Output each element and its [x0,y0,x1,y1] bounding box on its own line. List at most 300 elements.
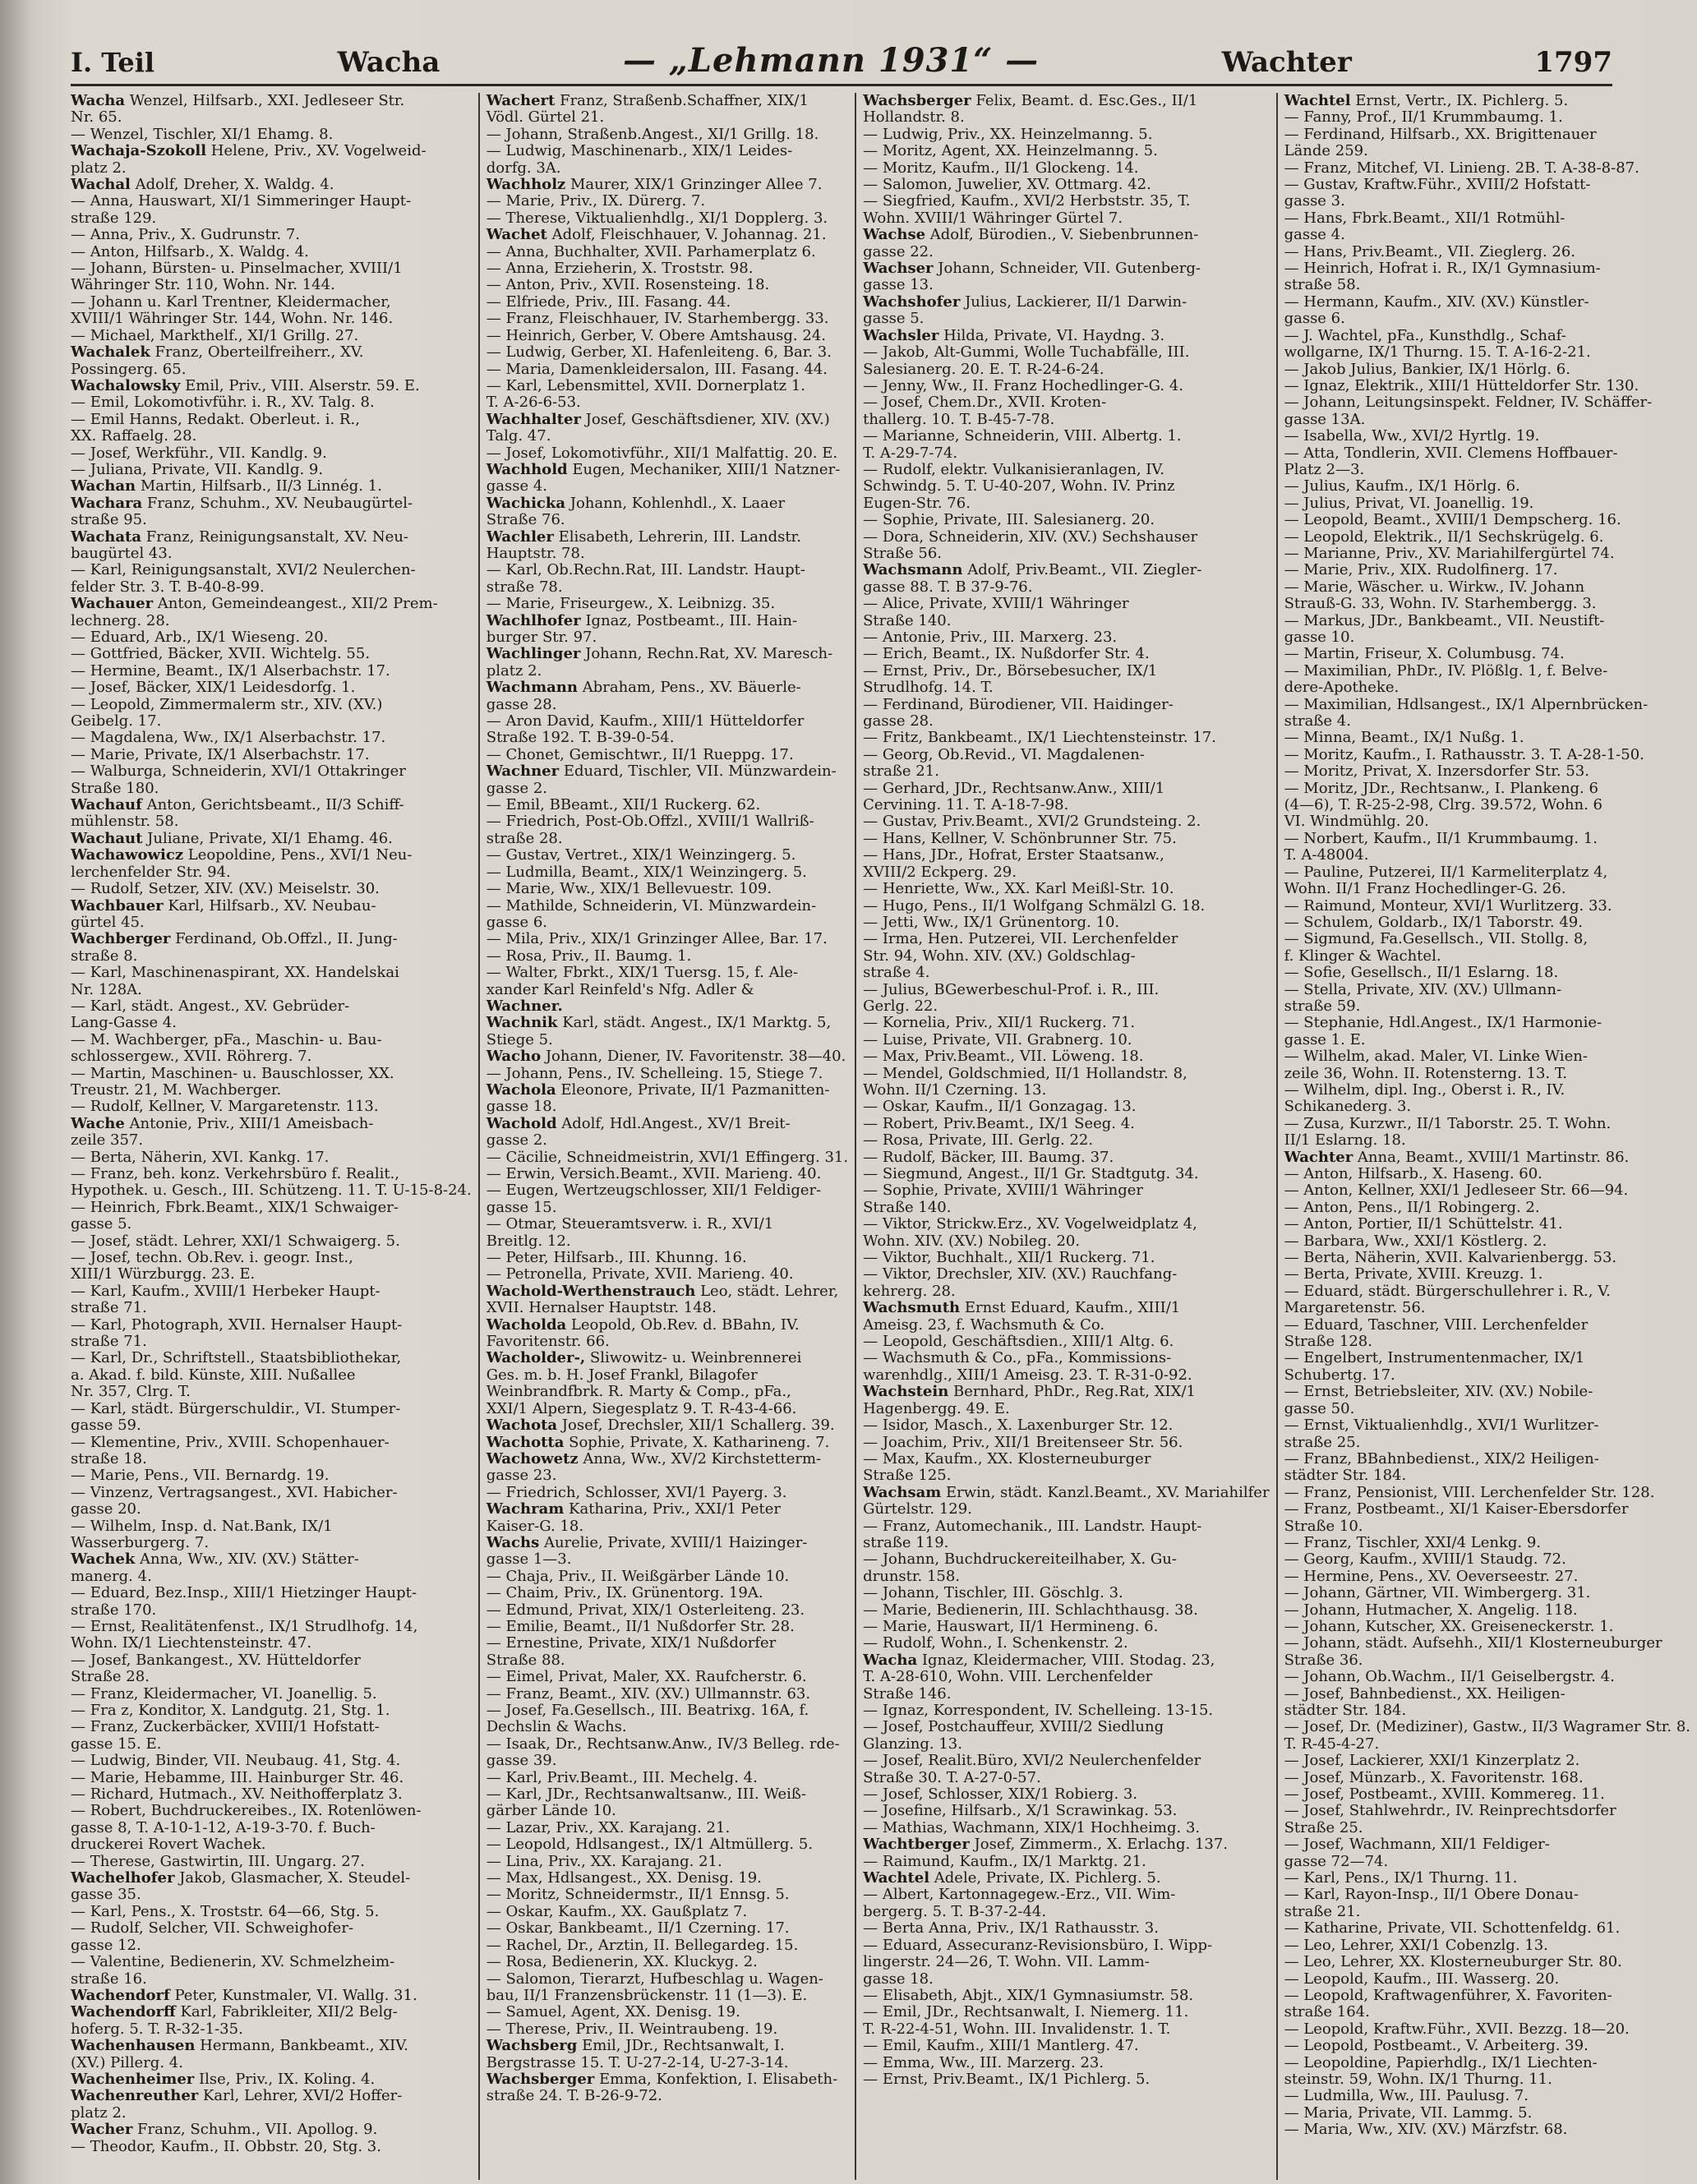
entry-line: — Siegmund, Angest., II/1 Gr. Stadtgutg. 34. [863,1165,1199,1182]
entry-line: Straße 25. [1284,1818,1363,1836]
entry-line: — Josef, Wachmann, XII/1 Feldiger- [1284,1836,1550,1854]
entry-line: — M. Wachberger, pFa., Maschin- u. Bau- [71,1030,382,1048]
entry-line: gasse 28. [486,695,557,713]
entry-line: — Berta Anna, Priv., IX/1 Rathausstr. 3. [863,1919,1159,1937]
entry-line: T. A-48004. [1284,846,1369,864]
entry-line: Straße 36. [1284,1651,1363,1669]
entry-line: — Karl, Lebensmittel, XVII. Dornerplatz 1. [486,376,806,394]
entry-line: — Anna, Priv., X. Gudrunstr. 7. [71,226,301,244]
entry-line: — Pauline, Putzerei, II/1 Karmeliterplatz 4, [1284,863,1608,881]
entry-line: hoferg. 5. T. R-32-1-35. [71,2020,243,2038]
entry-line: — Leopold, Zimmermalerm str., XIV. (XV.) [71,695,383,713]
entry-line: Wachowetz Anna, Ww., XV/2 Kirchstetterm- [486,1449,822,1468]
entry-line: — Jetti, Ww., IX/1 Grünentorg. 10. [863,913,1120,931]
entry-line: — Fra z, Konditor, X. Landgutg. 21, Stg. 1. [71,1702,390,1719]
entry-line: bergerg. 5. T. B-37-2-44. [863,1902,1047,1920]
entry-line: — Gustav, Priv.Beamt., XVI/2 Grundsteing. 2. [863,813,1201,831]
entry-line: — Franz, Kleidermacher, VI. Joanellig. 5. [71,1684,377,1703]
entry-line: Wachsmuth Ernst Eduard, Kaufm., XIII/1 [863,1299,1181,1317]
entry-line: zeile 357. [71,1131,144,1150]
entry-line: — Maria, Damenkleidersalon, III. Fasang. 44. [486,360,828,378]
entry-line: — Karl, städt. Angest., XV. Gebrüder- [71,997,350,1015]
entry-line: Gerlg. 22. [863,997,938,1015]
entry-line: — Franz, Pensionist, VIII. Lerchenfelder Str. 128. [1284,1483,1655,1501]
entry-line: Wacha Ignaz, Kleidermacher, VIII. Stodag. 23, [863,1651,1215,1669]
entry-line: — Karl, Dr., Schriftstell., Staatsbibliothekar, [71,1349,402,1367]
entry-line: — Josef, Bahnbedienst., XX. Heiligen- [1284,1684,1566,1703]
entry-line: Wache Antonie, Priv., XIII/1 Ameisbach- [71,1114,374,1132]
entry-line: — Lina, Priv., XX. Karajang. 21. [486,1852,722,1870]
entry-line: — Fritz, Bankbeamt., IX/1 Liechtensteinstr. 17. [863,729,1216,747]
entry-line: Strauß-G. 33, Wohn. IV. Starhembergg. 3. [1284,595,1597,613]
entry-line: thallerg. 10. T. B-45-7-78. [863,410,1055,428]
entry-line: — Isabella, Ww., XVI/2 Hyrtlg. 19. [1284,427,1540,445]
entry-line: — Dora, Schneiderin, XIV. (XV.) Sechshauser [863,528,1198,546]
entry-line: — Michael, Markthelf., XI/1 Grillg. 27. [71,326,359,344]
entry-line: — Josef, Schlosser, XIX/1 Robierg. 3. [863,1785,1138,1804]
entry-line: Wachstein Bernhard, PhDr., Reg.Rat, XIX/1 [863,1383,1196,1401]
entry-line: — Johann, Tischler, III. Göschlg. 3. [863,1584,1123,1602]
entry-line: gasse 2. [486,1131,548,1150]
entry-line: gasse 6. [486,913,548,931]
entry-line: Wachler Elisabeth, Lehrerin, III. Landstr. [486,528,801,546]
entry-line: — Anton, Priv., XVII. Rosensteing. 18. [486,276,770,294]
entry-line: — Chonet, Gemischtwr., II/1 Rueppg. 17. [486,745,794,763]
entry-line: — Therese, Gastwirtin, III. Ungarg. 27. [71,1852,365,1870]
entry-line: — Franz, Fleischhauer, IV. Starhembergg. 33. [486,310,829,328]
entry-line: XVIII/1 Währinger Str. 144, Wohn. Nr. 146. [71,310,394,328]
entry-line: Wachsmann Adolf, Priv.Beamt., VII. Ziegler- [863,561,1202,579]
entry-line: — Isaak, Dr., Rechtsanw.Anw., IV/3 Belleg. rde- [486,1735,840,1753]
entry-line: gasse 28. [863,712,934,730]
entry-line: — Marie, Bedienerin, III. Schlachthausg. 38. [863,1601,1198,1619]
entry-line: — Hans, Kellner, V. Schönbrunner Str. 75. [863,829,1177,847]
entry-line: gasse 2. [486,779,548,797]
entry-line: — Ernestine, Private, XIX/1 Nußdorfer [486,1634,777,1652]
entry-line: Dechslin & Wachs. [486,1718,627,1736]
entry-line: — Marie, Hebamme, III. Hainburger Str. 46. [71,1768,404,1786]
entry-line: — Josef, Lokomotivführ., XII/1 Malfattig. 20. E. [486,444,838,462]
entry-line: — Josef, Chem.Dr., XVII. Kroten- [863,394,1107,412]
entry-line: straße 164. [1284,2003,1370,2021]
entry-line: Platz 2—3. [1284,460,1365,478]
left-guide-word: Wacha [337,46,440,79]
entry-line: — Albert, Kartonnagegew.-Erz., VII. Wim- [863,1886,1176,1904]
entry-line: Wachser Johann, Schneider, VII. Gutenberg- [863,260,1201,278]
entry-line: — Jenny, Ww., II. Franz Hochedlinger-G. 4. [863,376,1184,394]
entry-line: gasse 15. E. [71,1735,162,1753]
entry-line: — Ernst, Viktualienhdlg., XVI/1 Wurlitzer- [1284,1417,1599,1435]
entry-line: — Josef, Bäcker, XIX/1 Leidesdorfg. 1. [71,679,356,697]
entry-line: straße 59. [1284,997,1361,1015]
entry-line: gasse 59. [71,1417,141,1435]
entry-line: — Wilhelm, dipl. Ing., Oberst i. R., IV. [1284,1080,1566,1099]
entry-line: — Eimel, Privat, Maler, XX. Raufcherstr. 6. [486,1668,807,1686]
entry-line: Wacholder-, Sliwowitz- u. Weinbrennerei [486,1349,802,1367]
entry-line: — Kornelia, Priv., XII/1 Ruckerg. 71. [863,1014,1136,1032]
entry-line: Wachotta Sophie, Private, X. Katharineng. 7. [486,1433,830,1451]
entry-line: — Eduard, Bez.Insp., XIII/1 Hietzinger Haupt- [71,1584,417,1602]
entry-line: Wachet Adolf, Fleischhauer, V. Johannag. 21. [486,226,827,244]
entry-line: — Irma, Hen. Putzerei, VII. Lerchenfelder [863,930,1178,948]
entry-line: Wasserburgerg. 7. [71,1533,210,1551]
entry-line: Wachendorf Peter, Kunstmaler, VI. Wallg. 31. [71,1986,417,2004]
entry-line: Währinger Str. 110, Wohn. Nr. 144. [71,276,335,294]
entry-line: — Otmar, Steueramtsverw. i. R., XVI/1 [486,1215,774,1233]
entry-line: f. Klinger & Wachtel. [1284,947,1441,965]
entry-line: Wachner Eduard, Tischler, VII. Münzwardein- [486,763,837,781]
entry-line: — Berta, Näherin, XVII. Kalvarienbergg. 53. [1284,1249,1617,1267]
entry-line: — Sophie, Private, XVIII/1 Währinger [863,1182,1144,1200]
entry-line: — Rosa, Private, III. Gerlg. 22. [863,1131,1094,1150]
entry-line: — Rachel, Dr., Arztin, II. Bellegardeg. 15. [486,1936,799,1954]
entry-line: Glanzing. 13. [863,1735,962,1753]
entry-line: — Ignaz, Elektrik., XIII/1 Hütteldorfer Str. 130. [1284,376,1639,394]
entry-line: druckerei Rovert Wachek. [71,1836,266,1854]
entry-line: städter Str. 184. [1284,1467,1407,1485]
entry-line: platz 2. [71,2103,127,2122]
entry-line: Breitlg. 12. [486,1232,571,1250]
entry-line: — Walter, Fbrkt., XIX/1 Tuersg. 15, f. Ale- [486,964,799,982]
entry-line: — Juliana, Private, VII. Kandlg. 9. [71,460,324,478]
entry-line: — Anton, Hilfsarb., X. Waldg. 4. [71,242,309,260]
entry-line: — Elfriede, Priv., III. Fasang. 44. [486,293,731,311]
entry-line: — Magdalena, Ww., IX/1 Alserbachstr. 17. [71,729,386,747]
entry-line: — Karl, Rayon-Insp., II/1 Obere Donau- [1284,1886,1579,1904]
entry-line: — Hans, Fbrk.Beamt., XII/1 Rotmühl- [1284,209,1566,227]
entry-line: — Antonie, Priv., III. Marxerg. 23. [863,629,1118,646]
entry-line: — Hans, JDr., Hofrat, Erster Staatsanw., [863,846,1164,864]
entry-line: — Ludwig, Maschinenarb., XIX/1 Leides- [486,142,793,160]
entry-line: straße 24. T. B-26-9-72. [486,2087,662,2105]
entry-line: Wachara Franz, Schuhm., XV. Neubaugürtel- [71,494,413,512]
entry-line: gasse 1—3. [486,1550,572,1569]
entry-line: — Josef, Münzarb., X. Favoritenstr. 168. [1284,1768,1584,1786]
column-1 [71,93,478,2180]
entry-line: T. A-28-610, Wohn. VIII. Lerchenfelder [863,1668,1153,1686]
entry-line: Treustr. 21, M. Wachberger. [71,1080,282,1099]
entry-line: — Leopold, Kraftwagenführer, X. Favoriten- [1284,1986,1612,2004]
entry-line: — Siegfried, Kaufm., XVI/2 Herbststr. 35, T. [863,192,1191,210]
entry-line: gasse 8, T. A-10-1-12, A-19-3-70. f. Buch- [71,1818,376,1836]
entry-line: Wachenheimer Ilse, Priv., IX. Koling. 4. [71,2070,376,2088]
entry-line: Wacho Johann, Diener, IV. Favoritenstr. 38—40. [486,1048,846,1066]
entry-line: kehrerg. 28. [863,1282,956,1300]
entry-line: — Leopold, Elektrik., II/1 Sechskrügelg. 6. [1284,528,1604,546]
part-label: I. Teil [71,47,155,78]
entry-line: Hauptstr. 78. [486,544,585,562]
entry-line: gasse 88. T. B 37-9-76. [863,578,1033,596]
entry-line: Straße 140. [863,1198,952,1216]
entry-line: — Berta, Private, XVIII. Kreuzg. 1. [1284,1265,1543,1283]
entry-line: — Maria, Private, VII. Lammg. 5. [1284,2103,1533,2122]
entry-line: — Maximilian, PhDr., IV. Plößlg. 1, f. Belve- [1284,661,1608,680]
entry-line: — Hans, Priv.Beamt., VII. Zieglerg. 26. [1284,242,1576,260]
entry-line: Hypothek. u. Gesch., III. Schützeng. 11. T. U-15-8-24. [71,1182,472,1200]
entry-line: — Stephanie, Hdl.Angest., IX/1 Harmonie- [1284,1014,1602,1032]
entry-line: — Hermann, Kaufm., XIV. (XV.) Künstler- [1284,293,1589,311]
entry-line: — Marie, Friseurgew., X. Leibnizg. 35. [486,595,776,613]
entry-line: — Martin, Friseur, X. Columbusg. 74. [1284,645,1565,663]
entry-line: — Zusa, Kurzwr., II/1 Taborstr. 25. T. Wohn. [1284,1114,1612,1132]
page-header [71,41,1612,86]
entry-line: Ges. m. b. H. Josef Frankl, Bilagofer [486,1366,758,1384]
entry-line: Wachsam Erwin, städt. Kanzl.Beamt., XV. Mariahilfer [863,1483,1270,1501]
entry-line: Kaiser-G. 18. [486,1517,584,1535]
entry-line: — Karl, Pens., X. Troststr. 64—66, Stg. 5. [71,1902,380,1920]
entry-line: Wachlhofer Ignaz, Postbeamt., III. Hain- [486,611,798,629]
entry-line: — Jakob, Alt-Gummi, Wolle Tuchabfälle, III. [863,343,1190,362]
entry-line: straße 58. [1284,276,1361,294]
entry-line: — Stella, Private, XIV. (XV.) Ullmann- [1284,980,1562,998]
entry-line: — Leopold, Postbeamt., V. Arbeiterg. 39. [1284,2037,1589,2055]
entry-line: straße 21. [863,763,939,781]
entry-line: Wachola Eleonore, Private, II/1 Pazmanitten- [486,1080,830,1099]
entry-line: Wachawowicz Leopoldine, Pens., XVI/1 Neu- [71,846,413,864]
entry-line: — Josef, Lackierer, XXI/1 Kinzerplatz 2. [1284,1752,1580,1770]
entry-line: Str. 94, Wohn. XIV. (XV.) Goldschlag- [863,947,1136,965]
entry-line: — Johann, Ob.Wachm., II/1 Geiselbergstr. 4. [1284,1668,1615,1686]
entry-line: zeile 36, Wohn. II. Rotensterng. 13. T. [1284,1064,1567,1082]
entry-line: gasse 5. [863,310,925,328]
entry-line: Wachlinger Johann, Rechn.Rat, XV. Maresch- [486,645,833,663]
entry-line: dorfg. 3A. [486,159,561,177]
entry-line: Wachelhofer Jakob, Glasmacher, X. Steudel- [71,1869,411,1887]
entry-line: — Vinzenz, Vertragsangest., XVI. Habicher- [71,1483,398,1501]
entry-line: — Franz, Automechanik., III. Landstr. Haupt- [863,1517,1202,1535]
entry-line: — Ernst, Betriebsleiter, XIV. (XV.) Nobile- [1284,1383,1593,1401]
entry-line: — Theodor, Kaufm., II. Obbstr. 20, Stg. 3. [71,2137,381,2155]
entry-line: — Valentine, Bedienerin, XV. Schmelzheim- [71,1953,395,1971]
entry-line: straße 8. [71,947,138,965]
entry-line: Wachter Anna, Beamt., XVIII/1 Martinstr. 86. [1284,1148,1630,1166]
entry-line: — Gerhard, JDr., Rechtsanw.Anw., XIII/1 [863,779,1165,797]
directory-columns [71,92,1691,2180]
entry-line: — Anna, Erzieherin, X. Troststr. 98. [486,260,754,278]
entry-line: — Johann, Pens., IV. Schelleing. 15, Stiege 7. [486,1064,823,1082]
entry-line: — Therese, Viktualienhdlg., XI/1 Dopplerg. 3. [486,209,828,227]
entry-line: steinstr. 59, Wohn. IX/1 Thurng. 11. [1284,2070,1552,2088]
entry-line: — Leopold, Geschäftsdien., XIII/1 Altg. 6. [863,1333,1174,1351]
entry-line: — Wilhelm, Insp. d. Nat.Bank, IX/1 [71,1517,333,1535]
entry-line: — Lazar, Priv., XX. Karajang. 21. [486,1818,731,1836]
entry-line: — Wilhelm, akad. Maler, VI. Linke Wien- [1284,1048,1588,1066]
entry-line: Wohn. IX/1 Liechtensteinstr. 47. [71,1634,312,1652]
entry-line: — Moritz, Agent, XX. Heinzelmanng. 5. [863,142,1158,160]
entry-line: gasse 50. [1284,1399,1355,1417]
entry-line: — Ludmilla, Beamt., XIX/1 Weinzingerg. 5. [486,863,807,881]
entry-line: Geibelg. 17. [71,712,162,730]
entry-line: — Therese, Priv., II. Weintraubeng. 19. [486,2020,778,2038]
entry-line: straße 71. [71,1333,147,1351]
entry-line: straße 28. [486,829,563,847]
entry-line: gasse 22. [863,242,934,260]
entry-line: — Marie, Pens., VII. Bernardg. 19. [71,1467,330,1485]
entry-line: — Jakob Julius, Bankier, IX/1 Hörlg. 6. [1284,360,1570,378]
entry-line: — Josef, Postchauffeur, XVIII/2 Siedlung [863,1718,1164,1736]
entry-line: straße 18. [71,1449,147,1468]
entry-line: Straße 180. [71,779,159,797]
entry-line: — Eduard, Taschner, VIII. Lerchenfelder [1284,1315,1589,1334]
entry-line: — Mathias, Wachmann, XIX/1 Hochheimg. 3. [863,1818,1201,1836]
entry-line: — Maximilian, Hdlsangest., IX/1 Alpernbrücken- [1284,695,1649,713]
entry-line: gasse 18. [863,1970,934,1988]
entry-line: — Edmund, Privat, XIX/1 Osterleiteng. 23. [486,1601,805,1619]
entry-line: — Georg, Ob.Revid., VI. Magdalenen- [863,745,1145,763]
entry-line: Wachold-Werthenstrauch Leo, städt. Lehrer, [486,1282,839,1300]
entry-line: — Marie, Hauswart, II/1 Hermineng. 6. [863,1617,1159,1635]
entry-line: — Hermine, Pens., XV. Oeverseestr. 27. [1284,1567,1579,1585]
entry-line: — Erich, Beamt., IX. Nußdorfer Str. 4. [863,645,1150,663]
entry-line: Straße 192. T. B-39-0-54. [486,729,675,747]
entry-line: — Katharine, Private, VII. Schottenfeldg. 61. [1284,1919,1621,1937]
entry-line: — Berta, Näherin, XVI. Kankg. 17. [71,1148,330,1166]
entry-line: straße 71. [71,1299,147,1317]
entry-line: — Emil Hanns, Redakt. Oberleut. i. R., [71,410,360,428]
entry-line: Wohn. XVIII/1 Währinger Gürtel 7. [863,209,1123,227]
entry-line: wollgarne, IX/1 Thurng. 15. T. A-16-2-21. [1284,343,1591,362]
entry-line: — Oskar, Kaufm., II/1 Gonzagag. 13. [863,1098,1137,1116]
entry-line: — Julius, BGewerbeschul-Prof. i. R., III. [863,980,1160,998]
entry-line: a. Akad. f. bild. Künste, XIII. Nußallee [71,1366,356,1384]
entry-line: Stiege 5. [486,1030,553,1048]
entry-line: — Viktor, Strickw.Erz., XV. Vogelweidplatz 4, [863,1215,1197,1233]
entry-line: straße 21. [1284,1902,1361,1920]
entry-line: Straße 76. [486,511,565,529]
entry-line: — Marianne, Schneiderin, VIII. Albertg. 1. [863,427,1182,445]
entry-line: schlossergew., XVII. Röhrerg. 7. [71,1048,312,1066]
entry-line: — Petronella, Private, XVII. Marieng. 40. [486,1265,794,1283]
entry-line: — Josefine, Hilfsarb., X/1 Scrawinkag. 53. [863,1802,1178,1820]
entry-line: drunstr. 158. [863,1567,961,1585]
entry-line: Wohn. XIV. (XV.) Nobileg. 20. [863,1232,1081,1250]
entry-line: — Erwin, Versich.Beamt., XVII. Marieng. 40. [486,1165,822,1182]
entry-line: — Emma, Ww., III. Marzerg. 23. [863,2053,1104,2071]
entry-line: VI. Windmühlg. 20. [1284,813,1429,831]
entry-line: — Ernst, Priv., Dr., Börsebesucher, IX/1 [863,661,1158,680]
entry-line: gasse 13. [863,276,934,294]
entry-line: — Emil, Lokomotivführ. i. R., XV. Talg. 8. [71,394,375,412]
entry-line: Wachmann Abraham, Pens., XV. Bäuerle- [486,679,801,697]
entry-line: — Hermine, Beamt., IX/1 Alserbachstr. 17. [71,661,390,680]
entry-line: — Josef, Werkführ., VII. Kandlg. 9. [71,444,327,462]
entry-line: — Karl, städt. Bürgerschuldir., VI. Stumper- [71,1399,401,1417]
entry-line: Schubertg. 17. [1284,1366,1395,1384]
entry-line: straße 170. [71,1601,157,1619]
column-2 [478,93,855,2180]
entry-line: gasse 18. [486,1098,557,1116]
entry-line: — Joachim, Priv., XII/1 Breitenseer Str. 56. [863,1433,1183,1451]
entry-line: Wacholda Leopold, Ob.Rev. d. BBahn, IV. [486,1315,800,1334]
entry-line: — Moritz, Kaufm., I. Rathausstr. 3. T. A-28-1-50. [1284,745,1644,763]
entry-line: gasse 4. [1284,226,1345,244]
entry-line: — Samuel, Agent, XX. Denisg. 19. [486,2003,740,2021]
entry-line: — Elisabeth, Abjt., XIX/1 Gymnasiumstr. 58. [863,1986,1194,2004]
entry-line: — Ludwig, Binder, VII. Neubaug. 41, Stg. 4. [71,1752,401,1770]
entry-line: — Marianne, Priv., XV. Mariahilfergürtel 74. [1284,544,1615,562]
entry-line: straße 25. [1284,1433,1361,1451]
entry-line: Nr. 357, Clrg. T. [71,1383,191,1401]
entry-line: — Oskar, Bankbeamt., II/1 Czerning. 17. [486,1919,790,1937]
entry-line: — J. Wachtel, pFa., Kunsthdlg., Schaf- [1284,326,1566,344]
entry-line: Straße 56. [863,544,943,562]
entry-line: — Peter, Hilfsarb., III. Khunng. 16. [486,1249,747,1267]
entry-line: Wachtberger Josef, Zimmerm., X. Erlachg. 137. [863,1836,1229,1854]
entry-line: XVII. Hernalser Hauptstr. 148. [486,1299,717,1317]
entry-line: Hagenbergg. 49. E. [863,1399,1010,1417]
entry-line: Vödl. Gürtel 21. [486,108,605,127]
entry-line: — Johann, städt. Aufsehh., XII/1 Klosterneuburger [1284,1634,1662,1652]
entry-line: — Josef, städt. Lehrer, XXI/1 Schwaigerg. 5. [71,1232,400,1250]
entry-line: — Franz, BBahnbedienst., XIX/2 Heiligen- [1284,1449,1599,1468]
entry-line: straße 16. [71,1970,147,1988]
entry-line: Straße 10. [1284,1517,1363,1535]
entry-line: — Rudolf, Setzer, XIV. (XV.) Meiselstr. 30. [71,880,380,898]
entry-line: lechnerg. 28. [71,611,170,629]
entry-line: — Gottfried, Bäcker, XVII. Wichtelg. 55. [71,645,371,663]
entry-line: — Gustav, Kraftw.Führ., XVIII/2 Hofstatt- [1284,176,1591,194]
entry-line: — Friedrich, Post-Ob.Offzl., XVIII/1 Wallriß- [486,813,814,831]
entry-line: — Eduard, städt. Bürgerschullehrer i. R., V. [1284,1282,1611,1300]
entry-line: Wachaja-Szokoll Helene, Priv., XV. Vogelweid- [71,142,427,160]
directory-title: — „Lehmann 1931“ — [623,41,1040,80]
entry-line: — Wenzel, Tischler, XI/1 Ehamg. 8. [71,125,334,143]
entry-line: — Johann, Gärtner, VII. Wimbergerg. 31. [1284,1584,1591,1602]
entry-line: — Rosa, Priv., II. Baumg. 1. [486,947,692,965]
entry-line: platz 2. [71,159,127,177]
entry-line: XXI/1 Alpern, Siegesplatz 9. T. R-43-4-66. [486,1399,797,1417]
entry-line: — Salomon, Juwelier, XV. Ottmarg. 42. [863,176,1151,194]
entry-line: straße 4. [1284,712,1351,730]
entry-line: — Raimund, Kaufm., IX/1 Marktg. 21. [863,1852,1146,1870]
entry-line: — Max, Hdlsangest., XX. Denisg. 19. [486,1869,762,1887]
entry-line: Straße 88. [486,1651,565,1669]
entry-line: Wachner. [486,997,563,1015]
entry-line: — Julius, Privat, VI. Joanellig. 19. [1284,494,1534,512]
entry-line: — Anna, Hauswart, XI/1 Simmeringer Haupt- [71,192,412,210]
entry-line: — Robert, Priv.Beamt., IX/1 Seeg. 4. [863,1114,1135,1132]
entry-line: Straße 128. [1284,1333,1372,1351]
entry-line: XVIII/2 Eckperg. 29. [863,863,1017,881]
entry-line: Cervining. 11. T. A-18-7-98. [863,796,1069,814]
entry-line: T. R-22-4-51, Wohn. III. Invalidenstr. 1. T. [863,2020,1171,2038]
entry-line: — Karl, Photograph, XVII. Hernalser Haupt- [71,1315,403,1334]
entry-line: — Rudolf, Kellner, V. Margaretenstr. 113. [71,1098,379,1116]
entry-line: — Moritz, Schneidermstr., II/1 Ennsg. 5. [486,1886,790,1904]
entry-line: — Barbara, Ww., XXI/1 Köstlerg. 2. [1284,1232,1547,1250]
entry-line: Wachauf Anton, Gerichtsbeamt., II/3 Schiff- [71,796,404,814]
entry-line: Wachaut Juliane, Private, XI/1 Ehamg. 46. [71,829,393,847]
entry-line: — Chaim, Priv., IX. Grünentorg. 19A. [486,1584,763,1602]
entry-line: — Johann, Hutmacher, X. Angelig. 118. [1284,1601,1578,1619]
entry-line: — Josef, Postbeamt., XVIII. Kommereg. 11. [1284,1785,1605,1804]
entry-line: — Moritz, JDr., Rechtsanw., I. Plankeng. 6 [1284,779,1598,797]
entry-line: (XV.) Pillerg. 4. [71,2053,183,2071]
entry-line: Straße 125. [863,1467,952,1485]
entry-line: Weinbrandfbrk. R. Marty & Comp., pFa., [486,1383,791,1401]
entry-line: Wacha Wenzel, Hilfsarb., XXI. Jedleseer Str. [71,92,405,109]
entry-line: — Rudolf, elektr. Vulkanisieranlagen, IV. [863,460,1164,478]
entry-line: Wachtel Adele, Private, IX. Pichlerg. 5. [863,1869,1161,1887]
entry-line: Salesianerg. 20. E. T. R-24-6-24. [863,360,1104,378]
entry-line: bau, II/1 Franzensbrückenstr. 11 (1—3). E. [486,1986,808,2004]
entry-line: — Marie, Priv., IX. Dürerg. 7. [486,192,706,210]
entry-line: gasse 39. [486,1752,557,1770]
entry-line: — Sigmund, Fa.Gesellsch., VII. Stollg. 8, [1284,930,1589,948]
entry-line: — Ignaz, Korrespondent, IV. Schelleing. 13-15. [863,1702,1214,1719]
entry-line: — Mathilde, Schneiderin, VI. Münzwardein- [486,896,817,915]
entry-line: — Sofie, Gesellsch., II/1 Eslarng. 18. [1284,964,1559,982]
